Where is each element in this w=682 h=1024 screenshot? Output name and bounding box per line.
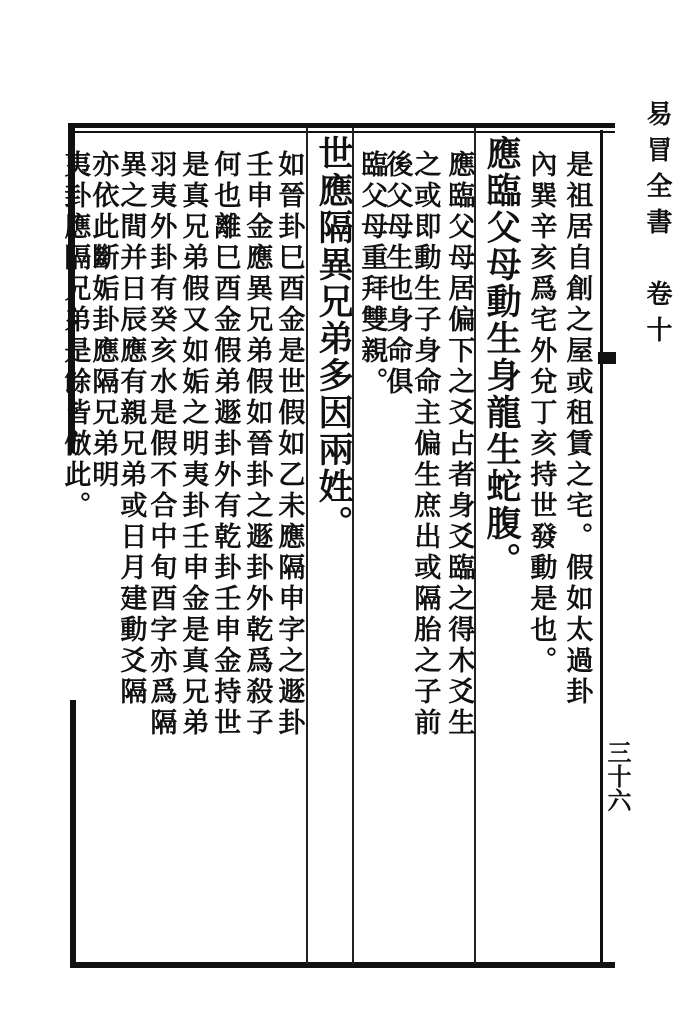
text-column: 內巽辛亥爲宅外兌丁亥持世發動是也。 bbox=[525, 150, 557, 677]
margin-page-number: 三十六 bbox=[603, 740, 632, 812]
frame-bottom-rule bbox=[70, 962, 615, 968]
text-column: 夷卦應隔兄弟是餘皆倣此。 bbox=[59, 150, 91, 522]
text-column: 後父母生也身命俱 bbox=[381, 150, 413, 398]
text-column: 應臨父母居偏下之爻占者身爻臨之得木爻生 bbox=[443, 150, 475, 739]
text-column: 亦依此斷姤卦應隔兄弟明 bbox=[87, 150, 119, 491]
column-rule bbox=[306, 128, 308, 964]
frame-top-rule bbox=[70, 123, 615, 128]
heading-column: 世應隔異兄弟多因兩姓。 bbox=[313, 135, 354, 542]
frame-top-inner-rule bbox=[70, 131, 615, 133]
text-column: 之或即動生子身命主偏生庶出或隔胎之子前 bbox=[409, 150, 441, 739]
text-column: 壬申金應異兄弟假如晉卦之遯卦外乾爲殺子 bbox=[241, 150, 273, 739]
text-column: 臨父母重拜雙親。 bbox=[356, 150, 388, 398]
text-column: 羽夷外卦有癸亥水是假不合中旬酉字亦爲隔 bbox=[145, 150, 177, 739]
text-column: 是真兄弟假又如姤之明夷卦壬申金是真兄弟 bbox=[177, 150, 209, 739]
text-column: 異之間并日辰應有親兄弟或日月建動爻隔 bbox=[115, 150, 147, 708]
text-column: 如晉卦巳酉金是世假如乙未應隔申字之遯卦 bbox=[273, 150, 305, 739]
margin-title: 易冒全書 卷十 bbox=[642, 100, 672, 352]
fishtail-mark bbox=[598, 352, 616, 364]
heading-column: 應臨父母動生身龍生蛇腹。 bbox=[481, 135, 522, 579]
frame-left-rule-lower bbox=[70, 700, 76, 965]
text-column: 是祖居自創之屋或租賃之宅。假如太過卦 bbox=[561, 150, 593, 708]
text-column: 何也離巳酉金假弟遯卦外有乾卦壬申金持世 bbox=[209, 150, 241, 739]
